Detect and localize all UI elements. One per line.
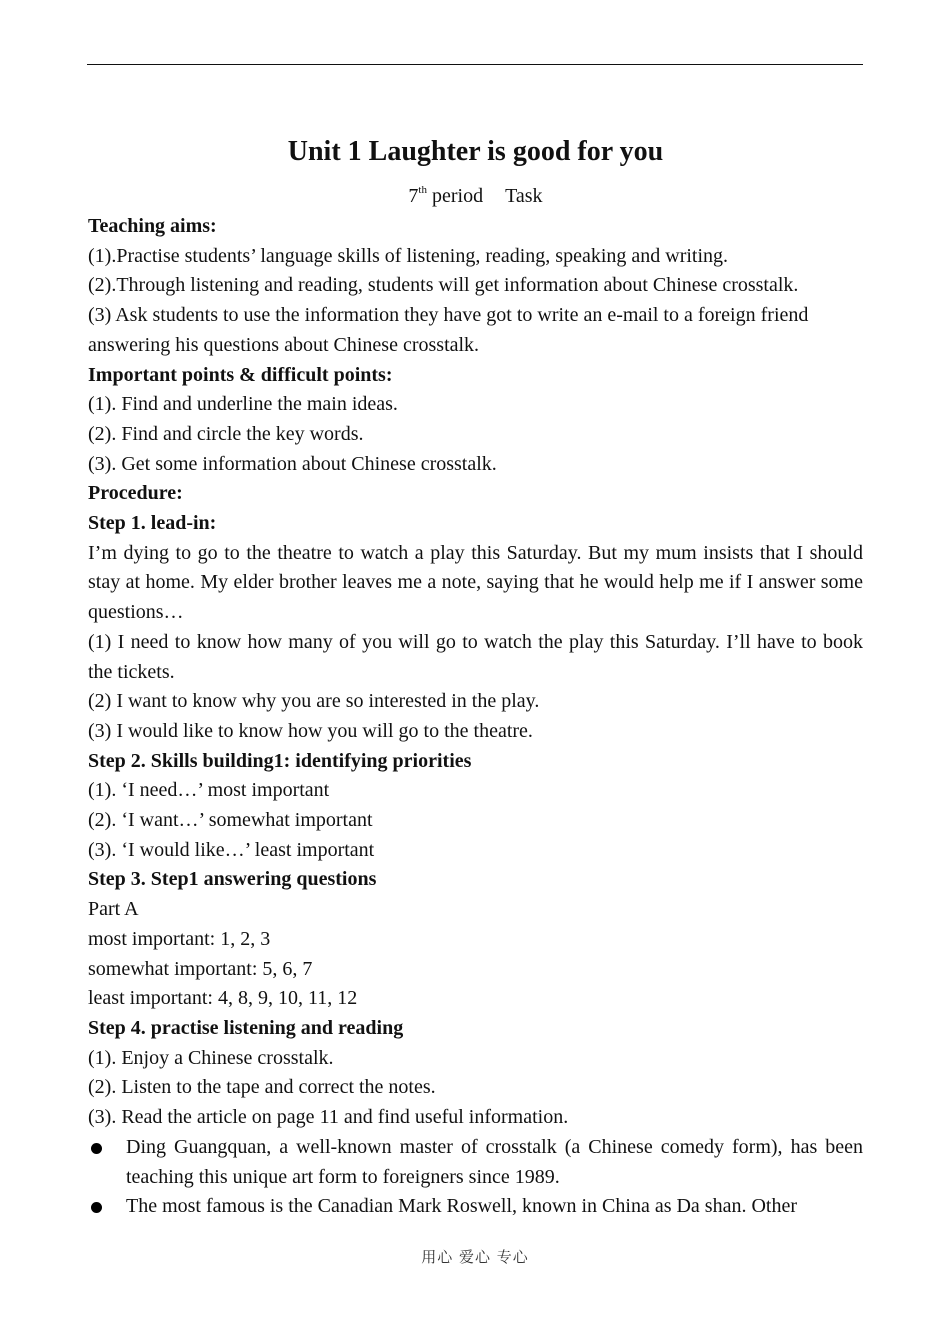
teaching-aim-2: (2).Through listening and reading, students will get information about Chinese crosstalk. — [88, 274, 799, 297]
step2-heading: Step 2. Skills building1: identifying priorities — [88, 749, 472, 772]
important-point-3: (3). Get some information about Chinese crosstalk. — [88, 452, 497, 475]
step3-item-1: most important: 1, 2, 3 — [88, 927, 271, 950]
step1-question-2: (2) I want to know why you are so interested in the play. — [88, 690, 540, 713]
step3-part-label: Part A — [88, 898, 139, 921]
important-points-heading: Important points & difficult points: — [88, 363, 393, 386]
important-point-1: (1). Find and underline the main ideas. — [88, 393, 398, 416]
period-number: 7 — [408, 185, 419, 207]
important-point-2: (2). Find and circle the key words. — [88, 422, 364, 445]
step3-item-2: somewhat important: 5, 6, 7 — [88, 957, 313, 980]
step2-item-1: (1). ‘I need…’ most important — [88, 779, 330, 802]
step3-heading: Step 3. Step1 answering questions — [88, 868, 377, 891]
teaching-aims-heading: Teaching aims: — [88, 215, 217, 237]
teaching-aim-3: (3) Ask students to use the information they have got to write an e-mail to a foreign friend answering his questions about Chinese crosstalk. — [88, 304, 809, 356]
period-subtitle — [88, 180, 863, 212]
step1-question-3: (3) I would like to know how you will go to the theatre. — [88, 719, 533, 742]
bullet-item — [88, 1192, 863, 1222]
page-footer: 用心 爱心 专心 — [421, 1248, 529, 1266]
bullet-text: The most famous is the Canadian Mark Roswell, known in China as Da shan. Other — [126, 1195, 797, 1218]
task-label: Task — [505, 185, 543, 207]
step1-heading: Step 1. lead-in: — [88, 512, 217, 535]
page-title: Unit 1 Laughter is good for you — [287, 136, 664, 167]
document-body — [88, 130, 863, 1222]
step4-item-1: (1). Enjoy a Chinese crosstalk. — [88, 1046, 334, 1069]
teaching-aim-1: (1).Practise students’ language skills of listening, reading, speaking and writing. — [88, 244, 729, 267]
bullet-dot-icon — [91, 1202, 102, 1213]
header-rule — [87, 64, 863, 65]
step2-item-3: (3). ‘I would like…’ least important — [88, 838, 375, 861]
step1-question-1: (1) I need to know how many of you will go to watch the play this Saturday. I’ll have to book the tickets. — [88, 630, 863, 683]
step1-intro: I’m dying to go to the theatre to watch a play this Saturday. But my mum insists that I should stay at home. My elder brother leaves me a note, saying that he would help me if I answer some questions… — [88, 541, 863, 624]
bullet-text: Ding Guangquan, a well-known master of crosstalk (a Chinese comedy form), has been teaching this unique art form to foreigners since 1989. — [126, 1135, 863, 1188]
period-ordinal: th — [418, 184, 427, 196]
step2-item-2: (2). ‘I want…’ somewhat important — [88, 809, 373, 832]
period-label: period — [431, 185, 484, 207]
bullet-dot-icon — [91, 1143, 102, 1154]
step3-item-3: least important: 4, 8, 9, 10, 11, 12 — [88, 987, 358, 1010]
step4-heading: Step 4. practise listening and reading — [88, 1016, 404, 1039]
bullet-item — [88, 1133, 863, 1192]
procedure-heading: Procedure: — [88, 482, 183, 505]
step4-item-2: (2). Listen to the tape and correct the notes. — [88, 1076, 436, 1099]
step4-item-3: (3). Read the article on page 11 and find useful information. — [88, 1106, 569, 1129]
